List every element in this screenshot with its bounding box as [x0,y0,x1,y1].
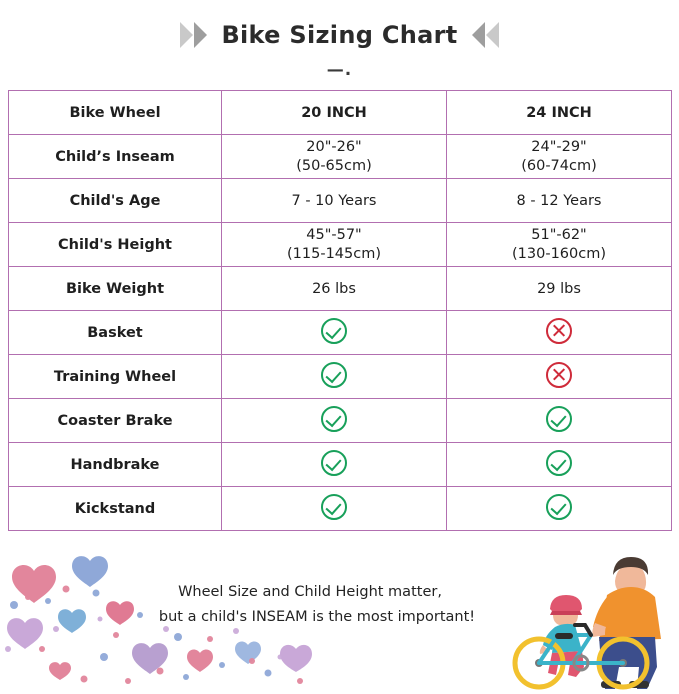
page-footer [0,535,679,690]
cell-20inch [222,399,447,443]
row-label: Handbrake [9,443,222,487]
cell-line-1: 51"-62" [531,227,587,244]
chevron-right-icon [180,22,193,48]
cell-20inch [222,443,447,487]
column-header-24inch: 24 INCH [447,91,672,135]
check-icon [546,494,572,520]
table-row [9,267,672,311]
page-header [0,0,679,64]
chevron-left-icon [472,22,485,48]
cell-24inch [447,355,672,399]
cell-24inch [447,135,672,179]
header-divider: —. [326,60,353,80]
cross-icon [546,318,572,344]
footer-line-2: but a child's INSEAM is the most important! [158,609,476,626]
cross-icon [546,362,572,388]
adult-figure [592,557,661,689]
check-icon [321,406,347,432]
cell-24inch [447,399,672,443]
check-icon [321,318,347,344]
table-row [9,399,672,443]
bike-sizing-table [8,90,672,531]
chevron-right-icon [194,22,207,48]
cell-line-2: (50-65cm) [296,157,372,174]
row-label: Coaster Brake [9,399,222,443]
check-icon [321,494,347,520]
bike-illustration-svg [495,535,675,690]
chevron-left-icon [486,22,499,48]
check-icon [546,450,572,476]
check-icon [546,406,572,432]
cell-line-1: 24"-29" [531,139,587,156]
check-icon [321,450,347,476]
row-label: Kickstand [9,487,222,531]
row-label: Child's Height [9,223,222,267]
cell-line-1: 20"-26" [306,139,362,156]
table-row [9,135,672,179]
chevron-left-group [180,22,207,48]
row-label: Basket [9,311,222,355]
cell-line-2: (60-74cm) [521,157,597,174]
cell-line-2: (115-145cm) [287,245,381,262]
cell-24inch [447,223,672,267]
cell-line-1: 45"-57" [306,227,362,244]
table-body [9,91,672,531]
table-row [9,443,672,487]
cell-24inch [447,311,672,355]
column-header-20inch: 20 INCH [222,91,447,135]
cell-20inch: 7 - 10 Years [222,179,447,223]
chevron-right-group [472,22,499,48]
table-row [9,355,672,399]
table-header-row [9,91,672,135]
cell-24inch: 29 lbs [447,267,672,311]
bike-illustration [495,535,675,690]
sizing-table-wrapper [8,90,671,531]
cell-20inch [222,487,447,531]
cell-20inch [222,223,447,267]
table-row [9,487,672,531]
row-label: Child's Age [9,179,222,223]
row-label: Training Wheel [9,355,222,399]
table-row [9,223,672,267]
footer-line-1: Wheel Size and Child Height matter, [178,584,442,600]
cell-20inch [222,355,447,399]
cell-20inch: 26 lbs [222,267,447,311]
cell-20inch [222,135,447,179]
cell-20inch [222,311,447,355]
table-row [9,179,672,223]
column-header-attribute: Bike Wheel [9,91,222,135]
row-label: Child’s Inseam [9,135,222,179]
page-title: Bike Sizing Chart [221,21,458,49]
cell-24inch [447,443,672,487]
table-row [9,311,672,355]
footer-note [95,580,525,631]
cell-line-2: (130-160cm) [512,245,606,262]
cell-24inch [447,487,672,531]
cell-24inch: 8 - 12 Years [447,179,672,223]
row-label: Bike Weight [9,267,222,311]
check-icon [321,362,347,388]
